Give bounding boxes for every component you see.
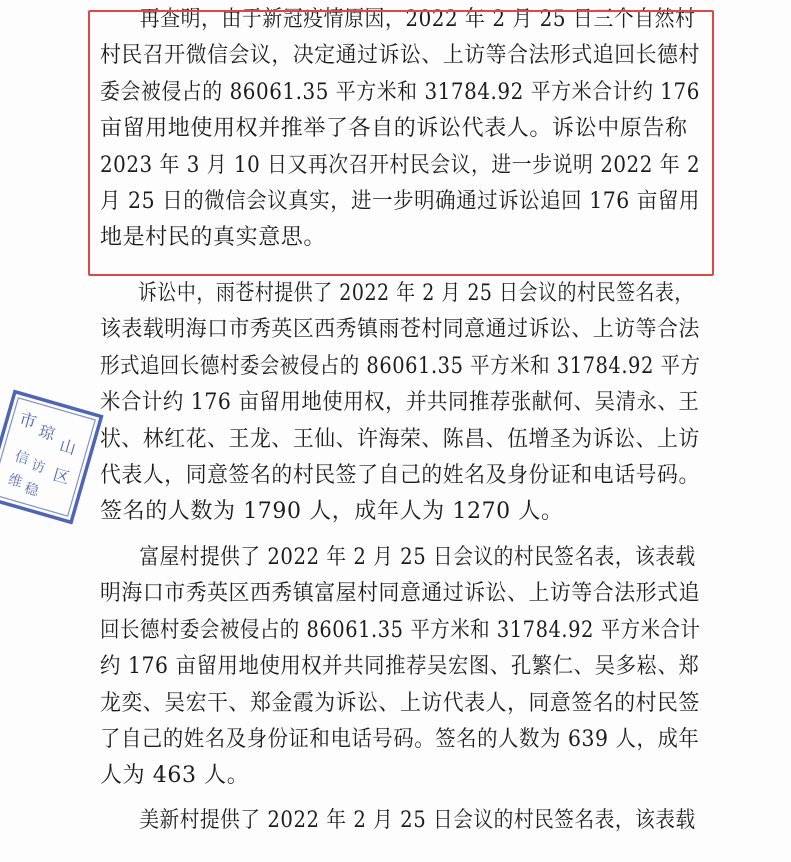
text-line: 亩留用地使用权并推举了各自的诉讼代表人。诉讼中原告称 xyxy=(100,116,688,142)
text-line: 明海口市秀英区西秀镇富屋村同意通过诉讼、上访等合法形式追 xyxy=(100,581,700,607)
svg-text:山: 山 xyxy=(57,435,79,459)
text-line: 形式追回长德村委会被侵占的 86061.35 平方米和 31784.92 平方 xyxy=(100,353,701,379)
seal-stamp-icon xyxy=(0,387,106,527)
text-line: 诉讼中，雨苍村提供了 2022 年 2 月 25 日会议的村民签名表， xyxy=(137,281,694,306)
svg-text:琼: 琼 xyxy=(36,421,58,444)
text-line: 状、林红花、王龙、王仙、许海荣、陈昌、伍增圣为诉讼、上访 xyxy=(100,426,700,452)
text-line: 米合计约 176 亩留用地使用权，并共同推荐张献何、吴清永、王 xyxy=(100,390,700,416)
svg-text:稳: 稳 xyxy=(22,480,41,500)
paragraph-meixin-village xyxy=(100,803,700,839)
text-line: 富屋村提供了 2022 年 2 月 25 日会议的村民签名表，该表载 xyxy=(139,545,696,570)
official-seal xyxy=(0,387,106,527)
svg-text:访: 访 xyxy=(29,457,47,477)
text-line: 地是村民的真实意思。 xyxy=(100,225,327,251)
text-line: 美新村提供了 2022 年 2 月 25 日会议的村民签名表，该表载 xyxy=(139,808,696,833)
text-line: 人为 463 人。 xyxy=(100,763,250,789)
text-line: 村民召开微信会议，决定通过诉讼、上访等合法形式追回长德村 xyxy=(100,43,700,69)
paragraph-yucang-village xyxy=(100,276,700,531)
svg-text:信: 信 xyxy=(12,448,31,468)
svg-text:区: 区 xyxy=(51,464,72,488)
text-line: 签名的人数为 1790 人，成年人为 1270 人。 xyxy=(100,499,564,525)
paragraph-fuwu-village xyxy=(100,540,700,795)
text-line: 2023 年 3 月 10 日又再次召开村民会议，进一步说明 2022 年 2 xyxy=(100,152,701,178)
text-line: 月 25 日的微信会议真实，进一步明确通过诉讼追回 176 亩留用 xyxy=(100,188,700,214)
text-line: 约 176 亩留用地使用权并共同推荐吴宏图、孔繁仁、吴多崧、郑 xyxy=(100,654,700,680)
svg-text:市: 市 xyxy=(16,409,39,434)
text-line: 再查明，由于新冠疫情原因，2022 年 2 月 25 日三个自然村 xyxy=(139,7,696,32)
text-line: 回长德村委会被侵占的 86061.35 平方米和 31784.92 平方米合计 xyxy=(100,617,701,643)
text-line: 代表人，同意签名的村民签了自己的姓名及身份证和电话号码。 xyxy=(100,462,700,488)
text-line: 了自己的姓名及身份证和电话号码。签名的人数为 639 人，成年 xyxy=(100,726,700,752)
text-line: 该表载明海口市秀英区西秀镇雨苍村同意通过诉讼、上访等合法 xyxy=(100,317,700,343)
text-line: 委会被侵占的 86061.35 平方米和 31784.92 平方米合计约 176 xyxy=(100,79,700,105)
svg-text:维: 维 xyxy=(6,471,25,491)
paragraph-recheck xyxy=(100,2,700,257)
text-line: 龙奕、吴宏干、郑金霞为诉讼、上访代表人，同意签名的村民签 xyxy=(100,690,700,716)
